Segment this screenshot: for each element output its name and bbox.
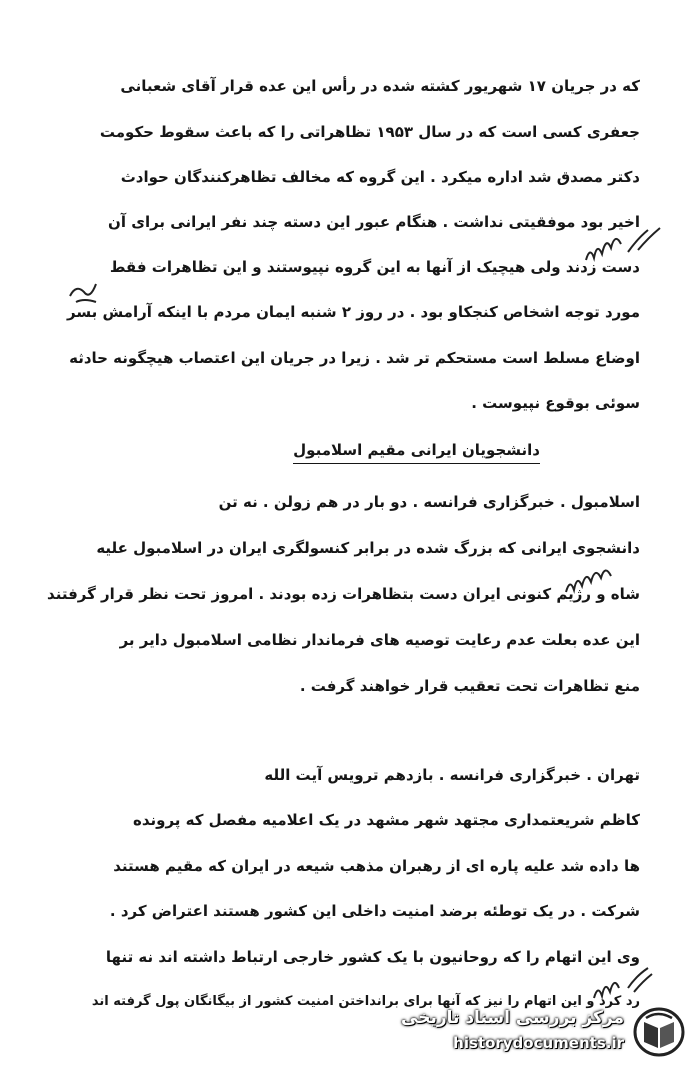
text-line: سوئی بوقوع نپیوست . [471,394,640,412]
handwritten-mark-icon [580,222,670,272]
watermark [401,1004,692,1060]
text-line: دانشجوی ایرانی که بزرگ شده در برابر کنسولگری ایران در اسلامبول علیه [96,539,640,557]
text-line: تهران . خبرگزاری فرانسه . بازدهم ترویس آیت الله [264,766,640,784]
text-line: وی این اتهام را که روحانیون با یک کشور خارجی ارتباط داشته اند نه تنها [105,948,640,966]
text-line: جعفری کسی است که در سال ۱۹۵۳ تظاهراتی را که باعث سقوط حکومت [99,123,640,141]
text-line: منع تظاهرات تحت تعقیب قرار خواهند گرفت . [299,677,640,695]
text-line: اوضاع مسلط است مستحکم تر شد . زیرا در جریان این اعتصاب هیچگونه حادثه [69,349,640,367]
text-line: این عده بعلت عدم رعایت توصیه های فرماندار نظامی اسلامبول دایر بر [119,631,640,649]
text-line: دکتر مصدق شد اداره میکرد . این گروه که مخالف تظاهرکنندگان حوادث [120,168,640,186]
handwritten-mark-icon [560,562,640,602]
text-line: دست زدند ولی هیچیک از آنها به این گروه نپیوستند و این تظاهرات فقط [109,258,640,276]
watermark-title: مرکز بررسی اسناد تاریخی [401,1008,624,1028]
text-line: کاظم شریعتمداری مجتهد شهر مشهد در یک اعلامیه مفصل که پرونده [132,811,640,829]
watermark-url: historydocuments.ir [453,1034,624,1052]
text-line: مورد توجه اشخاص کنجکاو بود . در روز ۲ شنبه ایمان مردم با اینکه آرامش بسر [67,303,640,321]
handwritten-mark-icon [588,962,658,1008]
text-line: شرکت . در یک توطئه برضد امنیت داخلی این کشور هستند اعتراض کرد . [109,902,640,920]
book-logo-icon [632,1006,686,1058]
text-line: ها داده شد علیه پاره ای از رهبران مذهب شیعه در ایران که مقیم هستند [113,857,640,875]
handwritten-mark-icon [66,276,106,308]
text-line: اسلامبول . خبرگزاری فرانسه . دو بار در هم زولن . نه تن [218,493,640,511]
text-line: که در جریان ۱۷ شهریور کشته شده در رأس این عده قرار آقای شعبانی [120,77,640,95]
text-line: رد کرد و این اتهام را نیز که آنها برای برانداختن امنیت کشور از بیگانگان پول گرفته اند [91,994,640,1009]
section-heading: دانشجویان ایرانی مقیم اسلامبول [293,440,540,464]
text-line: اخیر بود موفقیتی نداشت . هنگام عبور این دسته چند نفر ایرانی برای آن [108,213,640,231]
text-line: شاه و رژیم کنونی ایران دست بتظاهرات زده بودند . امروز تحت نظر قرار گرفتند [47,585,640,603]
